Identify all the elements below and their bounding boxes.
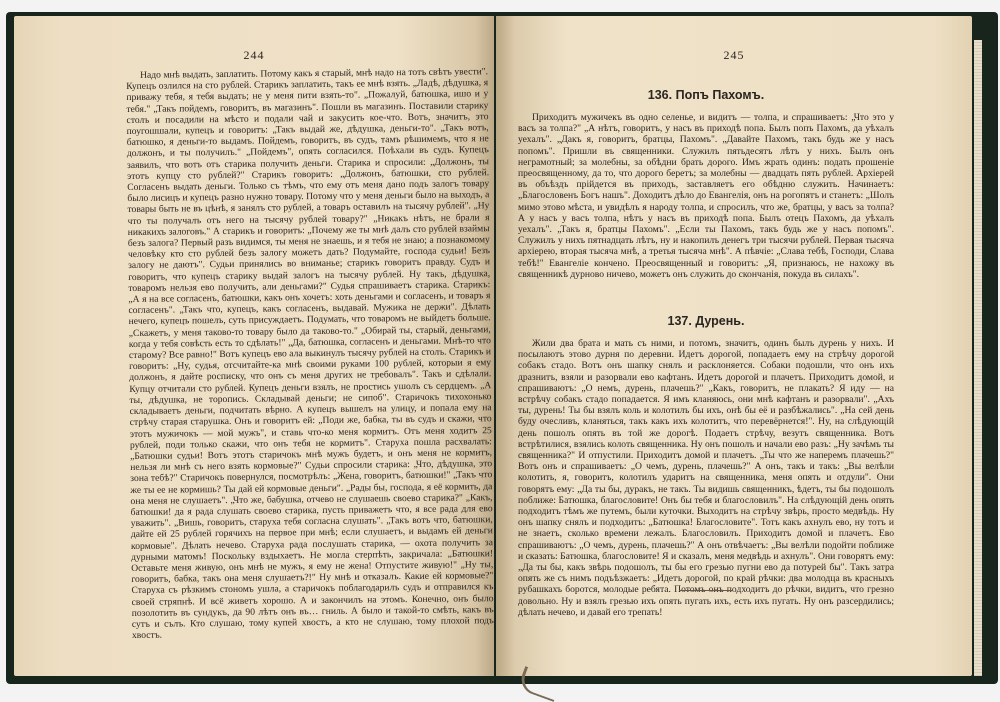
end-rule — [679, 590, 733, 591]
right-page-number: 245 — [723, 48, 745, 62]
left-page-number: 244 — [243, 48, 265, 62]
left-page — [14, 16, 494, 676]
left-page-paragraph: Надо мнѣ выдать, заплатить. Потому какъ я старый, мнѣ надо на тотъ свѣтъ увести". Купецъ озлился на сто рублей. Старикъ заплатить, такъ ее мнѣ взять. „Ладѣ, дѣдушка, я приважу тебя, я тебя выдать; не у меня пити взять-то". „Пожалуй, батюшка, ишо и у тебя." „Такъ пойдемъ, говоритъ, въ магазинъ". Пошли въ магазинъ. Поставили старику столъ и посадили на мѣсто и подали чай и закусить кое-что. Вотъ, значитъ, это поугошшали, купецъ и говоритъ: „Такъ выдай же, дѣдушка, деньги-то". „Такъ вотъ, батюшко, я деньги-то выдамъ. Пойдемъ, говоритъ, въ судъ, тамъ рѣшимемъ, что я не должонъ, и ты получилъ." „Пойдемъ", опять согласился. Поѣхали въ судъ. Купецъ заявилъ, что вотъ отъ старика получить деньги. Старика и спросили: „Должонъ, ты этотъ купцу сто рублей?" Старикъ говоритъ: „Должонъ, батюшки, сто рублей. Согласенъ выдать деньги. Только съ тѣмъ, что ему отъ меня дано подъ залогъ товару было лисицъ и купецъ разно нужно товару. Потому что у меня деньги было на выходъ, а товары быть не въ цѣнѣ, я занялъ сто рублей, а товаръ оставилъ на тысячу рублей". „Ну что ты получалъ отъ него на тысячу рублей товару?" „Никакъ нѣтъ, не брали я никакихъ залоговъ." А старикъ и говоритъ: „Почему же ты мнѣ далъ сто рублей взаймы безъ залога? Первый разъ видимся, ты меня не знаешь, и я тебя не знаю; а познакомому человѣку кто сто рублей безъ залогу можетъ дать? Подумайте, господа судьи! Безъ залогу не даютъ". Судьи принялись во вниманье; старикъ говоритъ правду. Судъ и говоритъ, что купецъ старику выдай залогъ на тысячу рублей. Ну такъ, дѣдушка, товаромъ нельзя ево получить, али деньгами?" Судья спрашиваетъ старика. Старикъ: „А я на все согласенъ, батюшки, какъ онъ хочетъ: хоть деньгами и согласенъ, и товаръ я согласенъ". „Такъ что, купецъ, какъ согласенъ, выдавай. Мужика не держи". Дѣлать нечего, купецъ пошелъ, суть присуждаетъ. Подумать, что товаромъ не выйдетъ больше. „Скажетъ, у меня таково-то товару было да таково-то." „Обирай ты, старый, деньгами, когда у тебя совѣсть есть то сдѣлать!" „Да, батюшка, согласенъ и деньгами. Мнѣ-то что старому? Все равно!" Вотъ купецъ ево ала выкинулъ тысячу рублей на столъ. Старикъ и говоритъ: „Ну, судья, отсчитайте-ка мнѣ своими руками 100 рублей, которыи я ему должонъ, я дайте росписку, что онъ съ меня других не требовалъ". Такъ и сдѣлали. Купцу отчитали сто рублей. Купецъ деньги взялъ, не простись ушолъ съ сердцемъ. „А ты, дѣдушка, не торопись. Складывай деньги; не сипоб". Старичокъ тихохонько складываетъ деньги, подчитать вѣрно. А купецъ вышелъ на улицу, и попала ему на стрѣчу старая старушка. Онъ и говоритъ ей: „Поди же, бабка, ты въ судъ и скажи, что этотъ мужичокъ — мой мужъ", и ставь что-ко меня кормитъ. Отъ меня ходитъ 25 рублей, поди только скажи, что онъ тебя не кормитъ". Старуха пошла расхвалать: „Батюшки судьи! Вотъ этотъ старичокъ мнѣ мужъ будетъ, и онъ меня не кормитъ, нельзя ли мнѣ съ него взять кормовые?" Судьи спросили старика: „Что, дѣдушка, это зона тебѣ?" Старичокъ повернулся, посмотрѣлъ: „Жена, говоритъ, батюшки!" „Такъ что же ты ее не кормишь? Ты дай ей кормовые деньги". „Рады бы, господа, я её кормить, да она меня не слушаетъ". „Что же, бабушка, отчево не слушаешь своево старика?" „Какъ, батюшки! да я рада слушать своево старика, пусть приважетъ что, я все рада для ево уважить". „Вишь, говоритъ, старуха тебя согласна слушать". „Такъ вотъ что, батюшки, дайте ей 25 рублей горячихъ на первое при мнѣ; если слушаетъ, и выдамъ ей деньги кормовые". Дѣлать нечево. Старуха рада послушать старика, — охота получить за дурными матомъ! Поскольку вздыхаетъ. Не могла стерпѣть, закричала: „Батюшки! Оставьте меня живую, онъ мнѣ не мужъ, я ему не жена! Отпустите живую!" „Ну ты, говоритъ, бабка, такъ она меня слушаетъ?!" Ну мнѣ и отказалъ. Какие ей кормовые?" Старуха съ рѣзкимъ стономъ ушла, а старичокъ поблагодарилъ судъ и отправился къ своей стряпнѣ. И всё живетъ хорошо. А и закончилъ на этомъ. Конечно, онъ было позолотить въ сундукъ, да 90 лѣтъ онъ въ… гниль. А было и такой-то смѣть, какъ въ сутъ и сълъ. Кто слушаю, тому купей хвостъ, а кто не слушаю, тому плохой подъ хвостъ. — [126, 66, 494, 642]
page-edges — [974, 40, 982, 676]
left-page-text — [126, 66, 494, 641]
story-137-title: 137. Дурень. — [667, 314, 745, 328]
story-136-title: 136. Попъ Пахомъ. — [647, 88, 765, 102]
right-page — [496, 16, 972, 676]
story-137-text — [518, 338, 894, 618]
story-136-text — [518, 112, 894, 280]
story-136-paragraph: Приходитъ мужичекъ въ одно селенье, и видитъ — толпа, и спрашиваетъ: „Что это у васъ за толпа?" „А нѣтъ, говоритъ, у насъ въ приходѣ попа. Былъ попъ Пахомъ, да уѣхалъ уехалъ". „Дакъ я, говоритъ, братцы, Пахомъ". „Давайте Пахомъ, такъ будь же у насъ попомъ". Пришли въ священники. Служилъ пятьдесятъ лѣтъ у нихъ. Былъ онъ неграмотный; за молебны, за обѣдни брать дорого. Имъ жрать одинъ: подать прошеніе преосвященному, да то, что дорого беретъ; за молебны — двадцать пять рублей. Архіерей въ объѣздъ прійдется въ приходъ, заставляетъ его обѣдню служить. Начинаетъ: „Благословенъ Богъ нашъ". Доходитъ дѣло до Евангелія, онъ на рогопятъ и станетъ: „Шолъ мимо этово мѣста, и увидѣлъ я народу толпа, и спросилъ, что же, братцы, у васъ за толпа? А у насъ у васъ толпа, нѣтъ у насъ въ приходѣ попа. Былъ отецъ Пахомъ, да уѣхалъ уехалъ". „Такъ я, братцы Пахомъ". „Если ты Пахомъ, такъ будь же у насъ попомъ". Служилъ у нихъ пятнадцать лѣтъ, ну и накопилъ денегъ три тысячи рублей. Первая тысяча архіерею, вторая тысяча мнѣ, а третья тысяча мнѣ". А пѣвчіе: „Слава тебѣ, Господи, Слава тебѣ!" Евангеліе кончено. Преосвященный и говоритъ: „Я, признаюсь, не нахожу въ священникѣ дурново ничево, можетъ онъ служить до скончанія, покуда въ силахъ". — [518, 112, 894, 280]
story-137-paragraph: Жили два брата и мать съ ними, и потомъ, значитъ, одинъ былъ дурень у нихъ. И посылаютъ этово дурня по деревни. Идетъ дорогой, попадаетъ ему на стрѣчу дорогой собакъ стадо. Вотъ онъ шапку снялъ и расклоняется. Собаки подошли, что онъ ихъ дразнитъ, взяли и разорвали ево кафтанъ. Идетъ дорогой и плачетъ. Приходитъ домой, и спрашиваютъ: „О немъ, дурень, плачешь?" „Какъ, говоритъ, не плакать? Я иду — на встрѣчу собакъ стадо попадается. Я имъ кланяюсь, они мнѣ кафтанъ и разорвали". „Ахъ ты, дурень! Ты бы взялъ коль и колотилъ бы ихъ, онѣ бы её и разбѣжались". „На сей день буду очесливъ, кланяться, такъ какъ ихъ колотитъ, что перевёрнется!". Ну, на слѣдующій день пошолъ опять въ той же дорогѣ. Подаетъ стрѣчу, везутъ священника. Вотъ встрѣтилися, взялись колоть священника. Ну онъ пошолъ и начали ево разъ: „Ну зачѣмъ ты священника?" И отпустили. Приходитъ домой и плачетъ. „Ты что же наперемъ плачешь?" Вотъ онъ и спрашиваетъ: „О чемъ, дурень, плачешь?" А онъ, такъ и такъ: „Вы велѣли колотить, я, говоритъ, колотилъ ударитъ на священника, меня опять и отдули". Они говорятъ ему: „Да ты бы, дуракъ, не такъ. Ты видишь священникъ, ѣдетъ, ты бы подошолъ поближе: Батюшка, благословите! Онъ бы тебя и благословилъ". На слѣдующій день опять подходитъ тѣмъ же путемъ, были куточки. Выходитъ на стрѣчу звѣрь, просто медвѣдь. Ну онъ шапку снялъ и подходитъ: „Батюшка! Благословите". Тотъ какъ ахнулъ ево, ну тотъ и не знаетъ, сколько времени лежалъ. Благословилъ. Приходитъ домой и плачетъ. Ево спрашиваютъ: „О чемъ, дурень, плачешь?" А онъ отвѣчаетъ: „Вы велѣли подойти поближе и сказать: Батюшка, благословите! Я и сказалъ, меня медвѣдь и ахнулъ". Они говорятъ ему: „Да ты бы, какъ звѣрь подошолъ, ты бы его грезью пугни ево да потурей бы". Такъ затра опять же съ нимъ подъѣзжаетъ: „Идетъ дорогой, по край рѣчки: два молодца въ красныхъ рубашкахъ боротся, молодые ребята. Потомъ онъ подходитъ до рѣчки, видитъ, что грезно довольно. Ну и взялъ грезью ихъ опять пугать ихъ, есть ихъ пугать. Ну онъ разсердились; дѣлать нечево, и давай его трепать! — [518, 338, 894, 618]
